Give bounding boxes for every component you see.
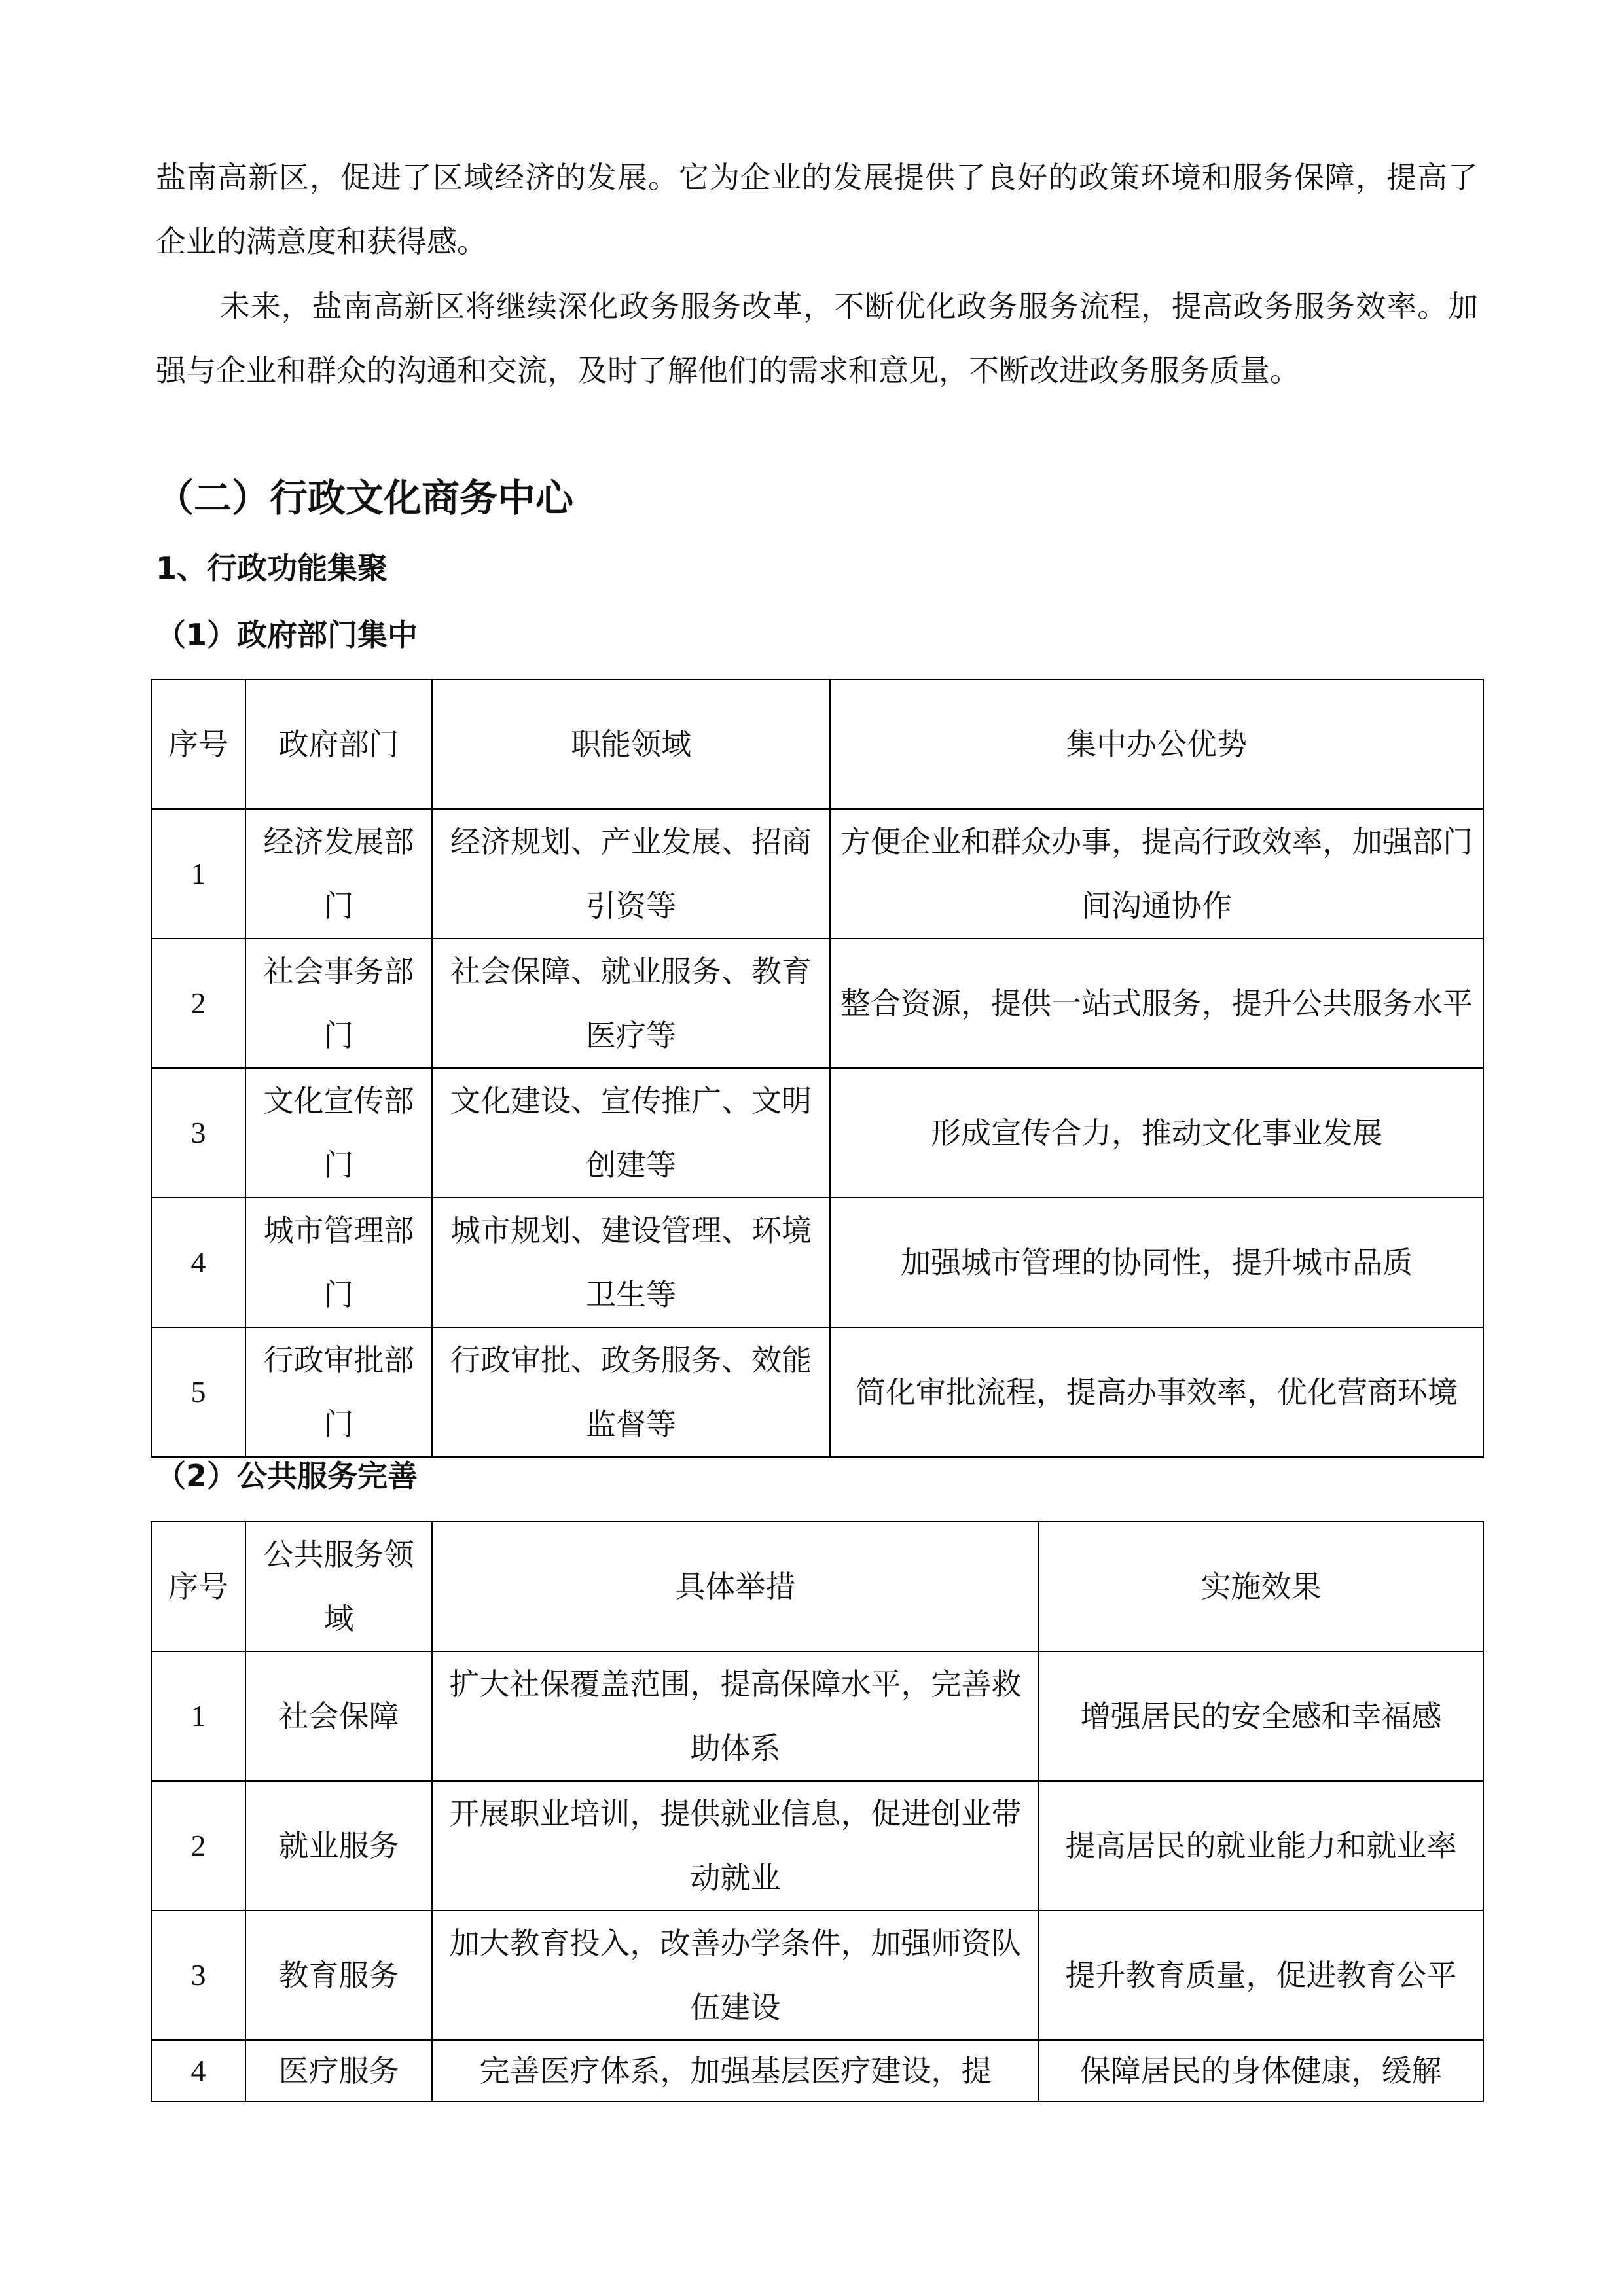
header-cell: 公共服务领域 [245, 1522, 432, 1651]
table-cell: 社会保障 [245, 1651, 432, 1781]
table-cell: 3 [151, 1910, 245, 2040]
table-cell: 方便企业和群众办事，提高行政效率，加强部门间沟通协作 [830, 809, 1483, 939]
table-cell: 加大教育投入，改善办学条件，加强师资队伍建设 [432, 1910, 1039, 2040]
table-row [151, 1327, 1483, 1457]
subsection-title: 1、行政功能集聚 [156, 550, 388, 586]
table-cell: 行政审批、政务服务、效能监督等 [432, 1327, 830, 1457]
table-cell: 2 [151, 1781, 245, 1910]
table-row [151, 1068, 1483, 1198]
table-cell: 城市管理部门 [245, 1198, 432, 1327]
table2-caption: （2）公共服务完善 [156, 1458, 418, 1494]
government-departments-table [151, 679, 1484, 1458]
table-row [151, 1781, 1483, 1910]
table-cell: 经济发展部门 [245, 809, 432, 939]
header-cell: 集中办公优势 [830, 679, 1483, 809]
table-cell: 经济规划、产业发展、招商引资等 [432, 809, 830, 939]
table-cell: 行政审批部门 [245, 1327, 432, 1457]
table-cell: 3 [151, 1068, 245, 1198]
table1-caption: （1）政府部门集中 [156, 617, 418, 653]
future-paragraph: 未来，盐南高新区将继续深化政务服务改革，不断优化政务服务流程，提高政务服务效率。加强与企业和群众的沟通和交流，及时了解他们的需求和意见，不断改进政务服务质量。 [156, 289, 1478, 388]
header-cell: 具体举措 [432, 1522, 1039, 1651]
table-cell: 4 [151, 2040, 245, 2102]
table-cell: 形成宣传合力，推动文化事业发展 [830, 1068, 1483, 1198]
section-title: （二）行政文化商务中心 [156, 476, 574, 520]
table-cell: 4 [151, 1198, 245, 1327]
intro-paragraph: 盐南高新区，促进了区域经济的发展。它为企业的发展提供了良好的政策环境和服务保障，提高了企业的满意度和获得感。 [156, 160, 1478, 259]
table-cell: 整合资源，提供一站式服务，提升公共服务水平 [830, 939, 1483, 1068]
table-cell: 增强居民的安全感和幸福感 [1039, 1651, 1483, 1781]
table-cell: 完善医疗体系，加强基层医疗建设，提 [432, 2040, 1039, 2102]
header-cell: 实施效果 [1039, 1522, 1483, 1651]
table-row [151, 1198, 1483, 1327]
table-row [151, 1651, 1483, 1781]
table-cell: 5 [151, 1327, 245, 1457]
table-cell: 文化建设、宣传推广、文明创建等 [432, 1068, 830, 1198]
table-cell: 教育服务 [245, 1910, 432, 2040]
table-cell: 文化宣传部门 [245, 1068, 432, 1198]
public-services-table [151, 1521, 1484, 2102]
table-header-row [151, 1522, 1483, 1651]
table-row [151, 1910, 1483, 2040]
table-cell: 提升教育质量，促进教育公平 [1039, 1910, 1483, 2040]
table-cell: 社会事务部门 [245, 939, 432, 1068]
table-cell: 简化审批流程，提高办事效率，优化营商环境 [830, 1327, 1483, 1457]
header-cell: 序号 [151, 1522, 245, 1651]
table-cell: 提高居民的就业能力和就业率 [1039, 1781, 1483, 1910]
table-cell: 2 [151, 939, 245, 1068]
table-cell: 开展职业培训，提供就业信息，促进创业带动就业 [432, 1781, 1039, 1910]
table-cell: 扩大社保覆盖范围，提高保障水平，完善救助体系 [432, 1651, 1039, 1781]
table-header-row [151, 679, 1483, 809]
table-cell: 加强城市管理的协同性，提升城市品质 [830, 1198, 1483, 1327]
header-cell: 职能领域 [432, 679, 830, 809]
table-row [151, 809, 1483, 939]
header-cell: 政府部门 [245, 679, 432, 809]
table-cell: 保障居民的身体健康，缓解 [1039, 2040, 1483, 2102]
table-row [151, 939, 1483, 1068]
table-cell: 城市规划、建设管理、环境卫生等 [432, 1198, 830, 1327]
table-cell: 就业服务 [245, 1781, 432, 1910]
header-cell: 序号 [151, 679, 245, 809]
table-cell: 医疗服务 [245, 2040, 432, 2102]
table-cell: 社会保障、就业服务、教育医疗等 [432, 939, 830, 1068]
table-row [151, 2040, 1483, 2102]
table-cell: 1 [151, 809, 245, 939]
table-cell: 1 [151, 1651, 245, 1781]
